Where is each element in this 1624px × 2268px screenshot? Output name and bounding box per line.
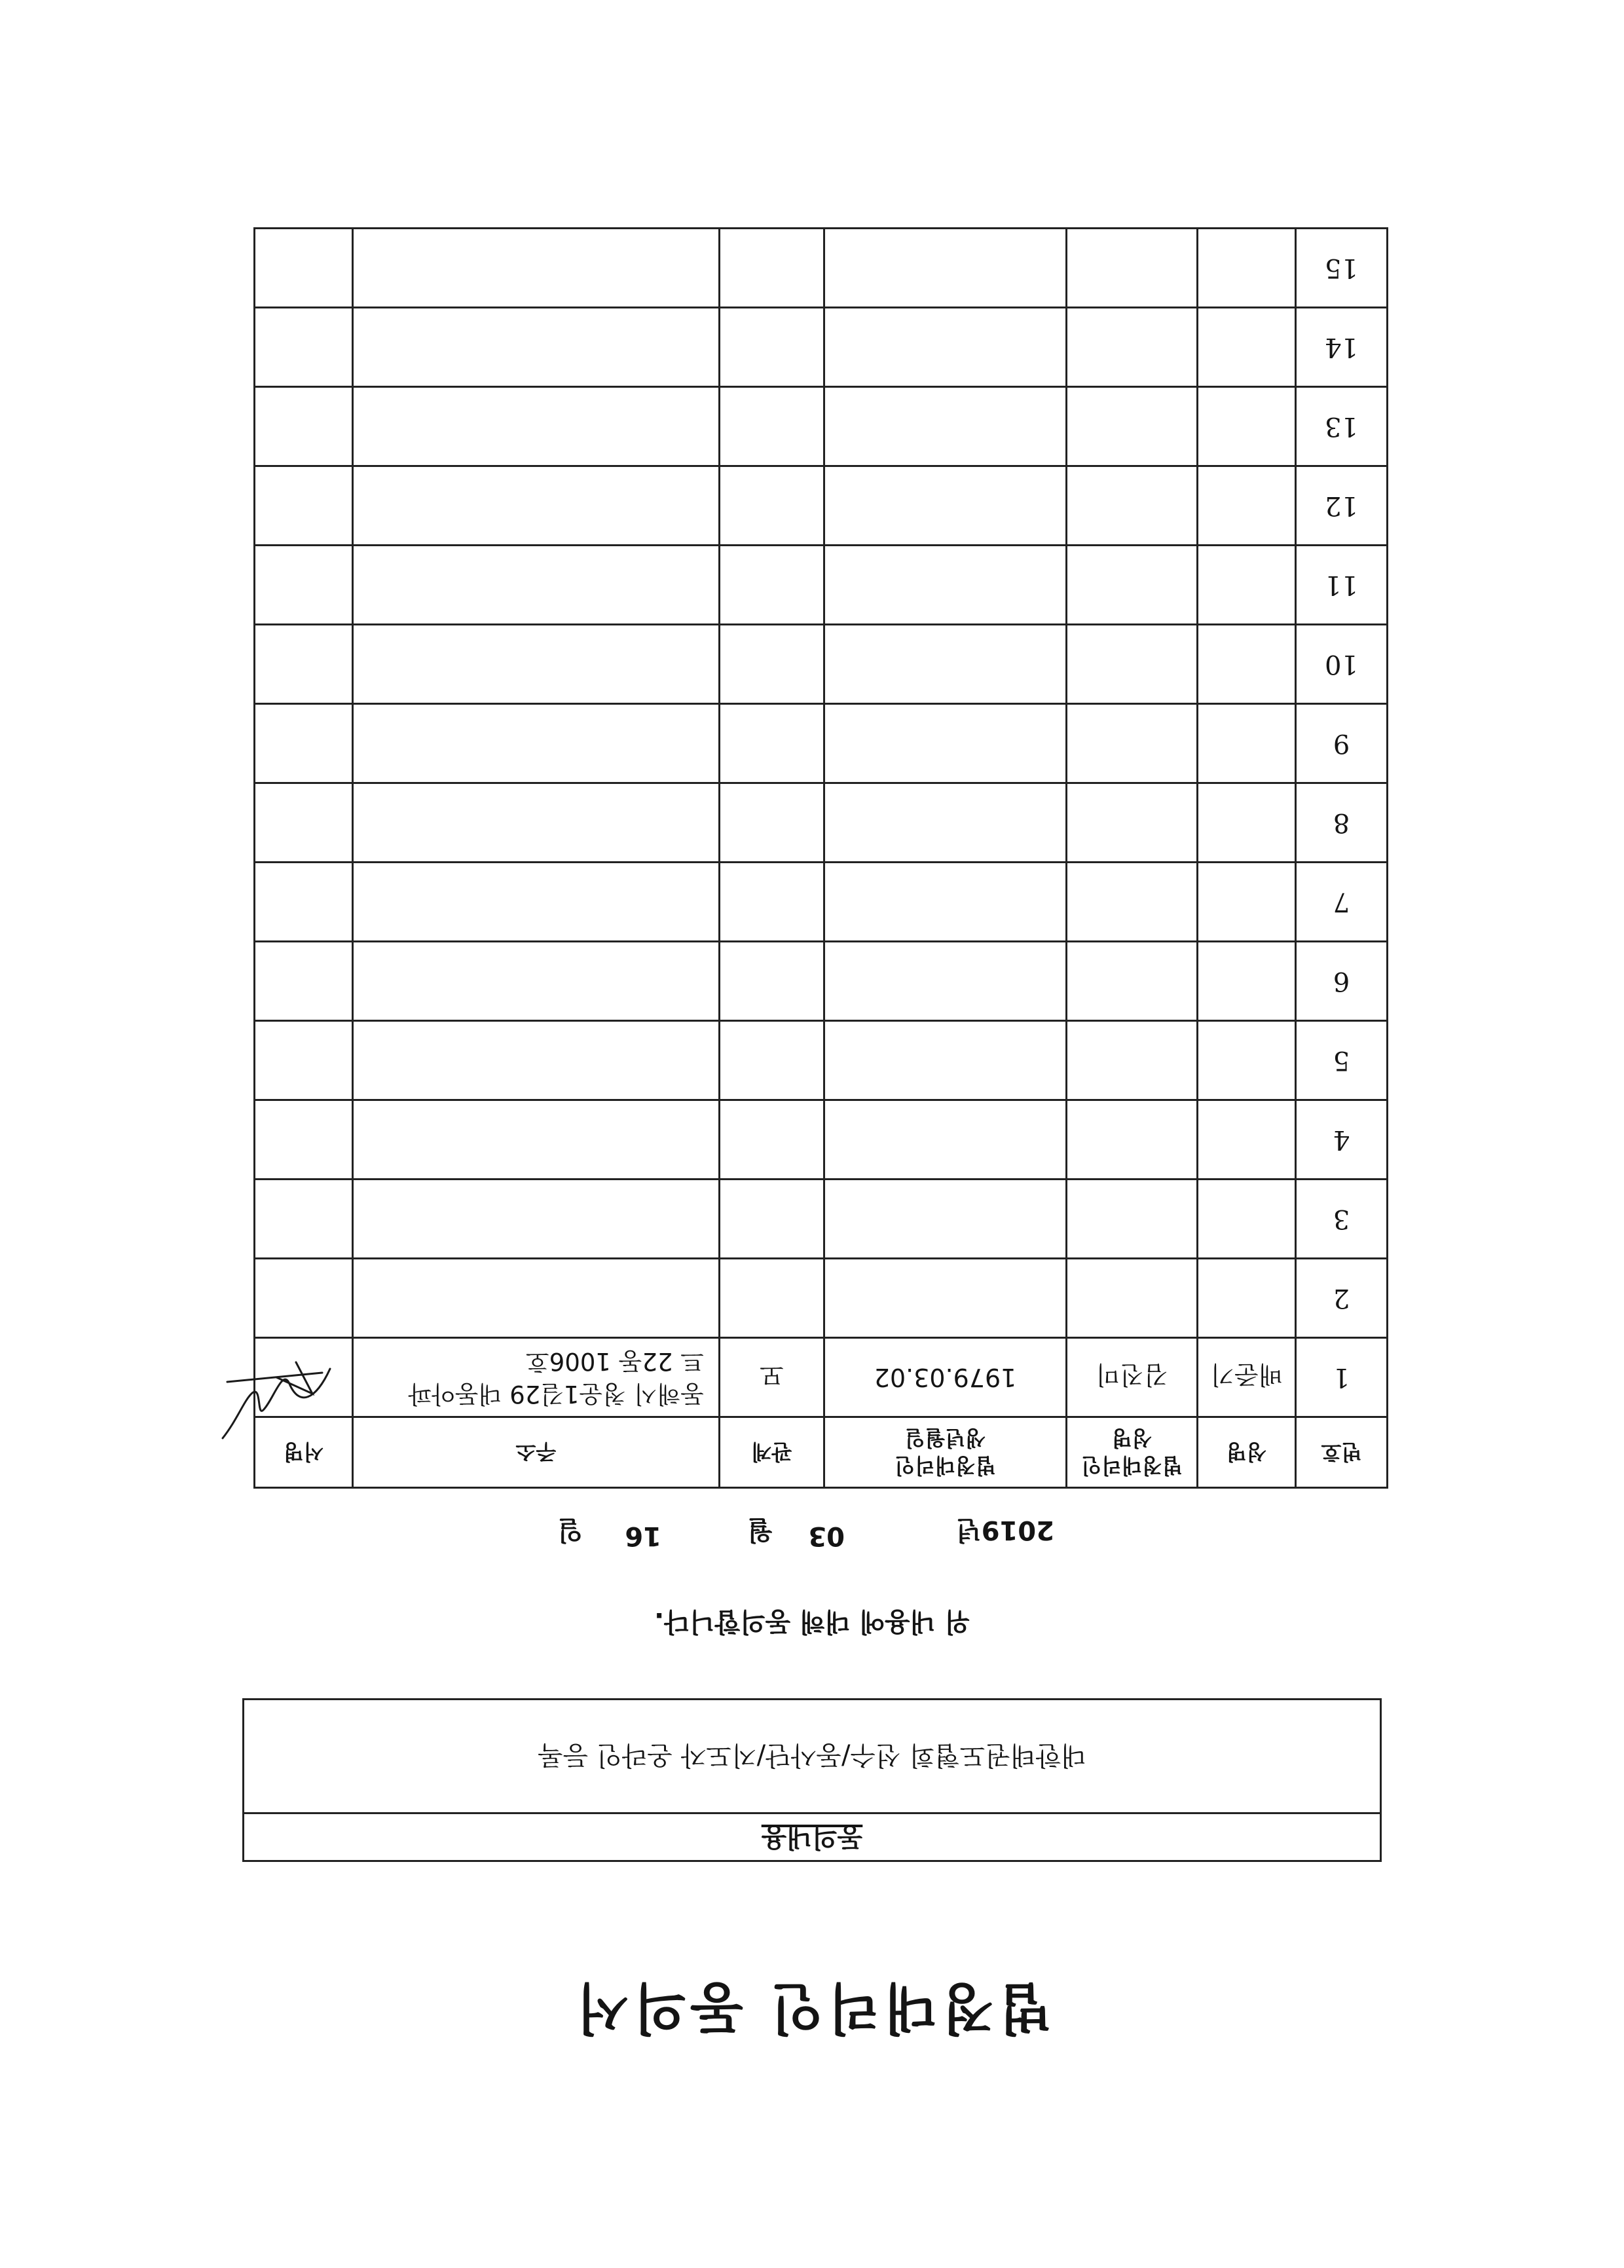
date-day: 16 xyxy=(625,1521,661,1551)
cell-name xyxy=(1198,942,1296,1021)
cell-name xyxy=(1198,308,1296,387)
cell-guardian-birth xyxy=(824,783,1067,863)
cell-guardian-name xyxy=(1067,1100,1198,1180)
cell-guardian-birth xyxy=(824,546,1067,625)
cell-no: 15 xyxy=(1296,229,1388,308)
document-title: 법정대리인 동의서 xyxy=(572,1976,1052,2040)
header-guardian-name-text: 법정대리인 성명 xyxy=(1081,1426,1183,1479)
consent-box xyxy=(242,1698,1382,1862)
date-month: 03 xyxy=(808,1521,845,1551)
cell-no: 7 xyxy=(1296,863,1388,942)
cell-no: 11 xyxy=(1296,546,1388,625)
cell-guardian-birth xyxy=(824,1259,1067,1338)
cell-relation xyxy=(720,308,824,387)
cell-no: 10 xyxy=(1296,625,1388,704)
cell-guardian-birth xyxy=(824,1180,1067,1259)
cell-relation xyxy=(720,1180,824,1259)
cell-no: 9 xyxy=(1296,704,1388,783)
cell-signature xyxy=(255,783,353,863)
cell-relation xyxy=(720,863,824,942)
cell-name xyxy=(1198,1100,1296,1180)
table-row xyxy=(255,229,1388,308)
cell-address xyxy=(353,704,720,783)
cell-relation xyxy=(720,1259,824,1338)
consent-header-label: 동의내용 xyxy=(761,1822,863,1852)
header-guardian-birth-text: 법정대리인 생년월일 xyxy=(895,1426,996,1479)
cell-relation xyxy=(720,1100,824,1180)
cell-guardian-name: 김진미 xyxy=(1067,1338,1198,1417)
cell-signature xyxy=(255,1259,353,1338)
cell-no: 6 xyxy=(1296,942,1388,1021)
cell-name xyxy=(1198,1021,1296,1100)
cell-signature xyxy=(255,1180,353,1259)
cell-address xyxy=(353,1259,720,1338)
table-row xyxy=(255,546,1388,625)
cell-guardian-birth xyxy=(824,704,1067,783)
table-row xyxy=(255,466,1388,546)
cell-signature xyxy=(255,387,353,466)
cell-name xyxy=(1198,387,1296,466)
cell-address xyxy=(353,1338,720,1417)
cell-no: 8 xyxy=(1296,783,1388,863)
cell-guardian-birth xyxy=(824,308,1067,387)
header-signature: 서명 xyxy=(255,1417,353,1488)
cell-no: 4 xyxy=(1296,1100,1388,1180)
address-line: 동해시 청운1길29 대동아파 xyxy=(408,1380,704,1408)
cell-address xyxy=(353,1180,720,1259)
cell-guardian-name xyxy=(1067,863,1198,942)
cell-guardian-name xyxy=(1067,229,1198,308)
cell-no: 14 xyxy=(1296,308,1388,387)
cell-address xyxy=(353,942,720,1021)
header-guardian-birth xyxy=(824,1417,1067,1488)
cell-guardian-name xyxy=(1067,1259,1198,1338)
cell-no: 13 xyxy=(1296,387,1388,466)
cell-signature xyxy=(255,1021,353,1100)
cell-name xyxy=(1198,783,1296,863)
cell-guardian-birth xyxy=(824,1100,1067,1180)
cell-guardian-birth xyxy=(824,863,1067,942)
table-row xyxy=(255,1338,1388,1417)
cell-name xyxy=(1198,625,1296,704)
cell-guardian-name xyxy=(1067,942,1198,1021)
cell-guardian-birth xyxy=(824,1021,1067,1100)
cell-address xyxy=(353,625,720,704)
cell-address xyxy=(353,466,720,546)
date-year: 2019년 xyxy=(956,1515,1054,1545)
cell-name xyxy=(1198,863,1296,942)
consent-text: 대한태권도협회 선수/동사단/지도자 온라인 등록 xyxy=(538,1740,1086,1770)
table-body xyxy=(255,229,1388,1417)
date-month-label: 월 xyxy=(747,1515,773,1545)
cell-address xyxy=(353,863,720,942)
cell-name xyxy=(1198,546,1296,625)
cell-name xyxy=(1198,229,1296,308)
cell-relation xyxy=(720,704,824,783)
cell-signature xyxy=(255,1100,353,1180)
cell-address xyxy=(353,229,720,308)
table-row xyxy=(255,704,1388,783)
cell-address xyxy=(353,308,720,387)
cell-no: 5 xyxy=(1296,1021,1388,1100)
cell-guardian-birth xyxy=(824,942,1067,1021)
cell-address xyxy=(353,546,720,625)
header-relation: 관계 xyxy=(720,1417,824,1488)
header-no: 번호 xyxy=(1296,1417,1388,1488)
cell-guardian-birth xyxy=(824,625,1067,704)
table-row xyxy=(255,1021,1388,1100)
header-address: 주소 xyxy=(353,1417,720,1488)
cell-guardian-name xyxy=(1067,308,1198,387)
cell-relation xyxy=(720,466,824,546)
table-row xyxy=(255,308,1388,387)
cell-name xyxy=(1198,1259,1296,1338)
cell-relation: 모 xyxy=(720,1338,824,1417)
table-row xyxy=(255,942,1388,1021)
cell-no: 3 xyxy=(1296,1180,1388,1259)
cell-no: 2 xyxy=(1296,1259,1388,1338)
table-row xyxy=(255,1180,1388,1259)
cell-name: 배준기 xyxy=(1198,1338,1296,1417)
consent-header xyxy=(244,1812,1380,1860)
cell-signature xyxy=(255,466,353,546)
cell-address xyxy=(353,783,720,863)
cell-signature xyxy=(255,625,353,704)
address-line: 트 22동 1006호 xyxy=(526,1347,704,1375)
table-row xyxy=(255,783,1388,863)
table-row xyxy=(255,387,1388,466)
cell-relation xyxy=(720,229,824,308)
cell-signature xyxy=(255,942,353,1021)
cell-relation xyxy=(720,1021,824,1100)
agreement-sentence: 위 내용에 대해 동의합니다. xyxy=(654,1607,970,1637)
guardian-table xyxy=(253,227,1388,1489)
cell-signature xyxy=(255,704,353,783)
cell-signature xyxy=(255,863,353,942)
cell-guardian-name xyxy=(1067,546,1198,625)
cell-guardian-birth: 1979.03.02 xyxy=(824,1338,1067,1417)
cell-guardian-birth xyxy=(824,387,1067,466)
cell-guardian-name xyxy=(1067,704,1198,783)
cell-relation xyxy=(720,387,824,466)
cell-name xyxy=(1198,1180,1296,1259)
cell-name xyxy=(1198,704,1296,783)
cell-guardian-name xyxy=(1067,783,1198,863)
cell-no: 1 xyxy=(1296,1338,1388,1417)
cell-guardian-birth xyxy=(824,466,1067,546)
cell-guardian-birth xyxy=(824,229,1067,308)
cell-guardian-name xyxy=(1067,1021,1198,1100)
cell-address xyxy=(353,1100,720,1180)
cell-relation xyxy=(720,625,824,704)
table-row xyxy=(255,863,1388,942)
cell-name xyxy=(1198,466,1296,546)
handwritten-signature xyxy=(217,1354,335,1446)
table-row xyxy=(255,625,1388,704)
cell-guardian-name xyxy=(1067,466,1198,546)
table-row xyxy=(255,1100,1388,1180)
cell-guardian-name xyxy=(1067,1180,1198,1259)
cell-relation xyxy=(720,783,824,863)
cell-address xyxy=(353,1021,720,1100)
cell-guardian-name xyxy=(1067,625,1198,704)
cell-signature xyxy=(255,546,353,625)
cell-signature xyxy=(255,308,353,387)
table-header-row xyxy=(255,1417,1388,1488)
date-day-label: 일 xyxy=(557,1515,583,1545)
cell-no: 12 xyxy=(1296,466,1388,546)
header-guardian-name xyxy=(1067,1417,1198,1488)
header-name: 성명 xyxy=(1198,1417,1296,1488)
cell-relation xyxy=(720,942,824,1021)
cell-guardian-name xyxy=(1067,387,1198,466)
cell-relation xyxy=(720,546,824,625)
cell-signature xyxy=(255,229,353,308)
table-row xyxy=(255,1259,1388,1338)
cell-address xyxy=(353,387,720,466)
